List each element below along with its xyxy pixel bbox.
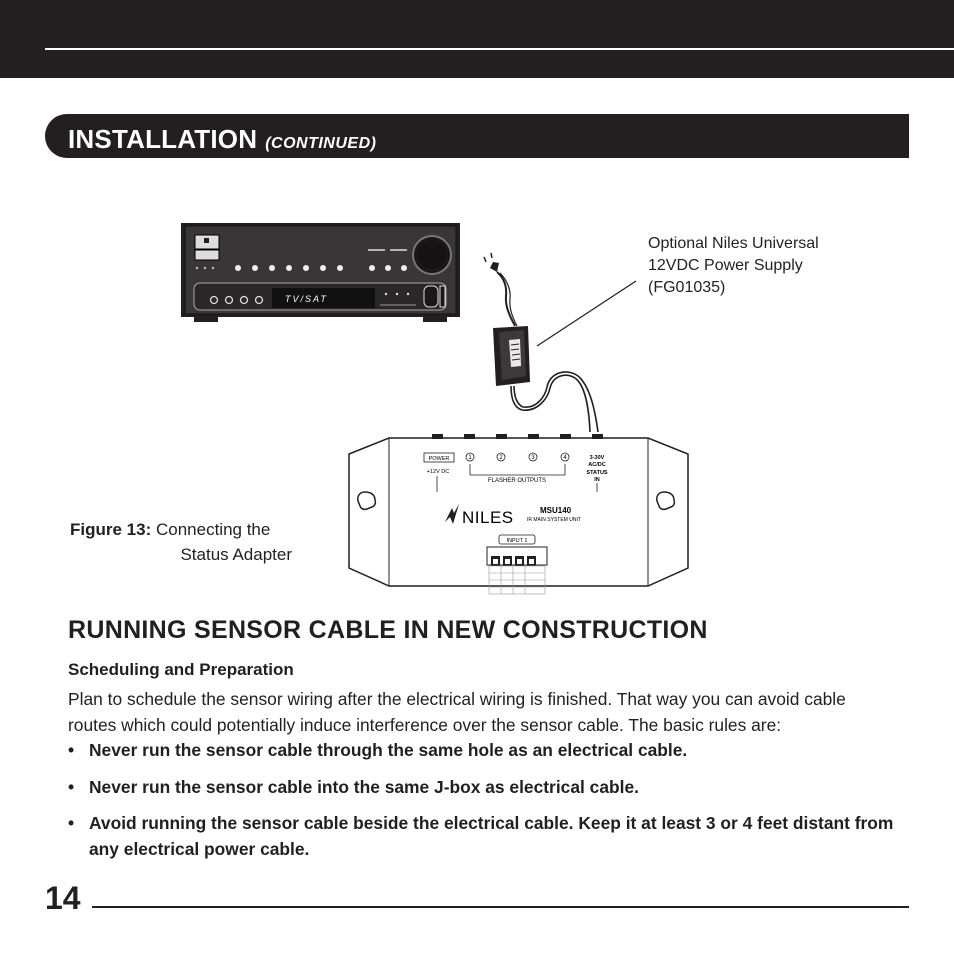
status-label-line1: 3-30V	[589, 455, 605, 461]
figure-caption-line1: Connecting the	[155, 520, 271, 539]
receiver-display-text: TV/SAT	[285, 294, 328, 304]
flasher-output-1: 1	[468, 455, 472, 461]
flasher-output-4: 4	[563, 455, 567, 461]
status-label-line4: IN	[594, 477, 600, 483]
page-number: 14	[45, 880, 81, 916]
figure-caption-label: Figure 13:	[70, 520, 152, 539]
rule-item-2: • Never run the sensor cable into the same J-box as electrical cable.	[68, 774, 909, 800]
figure-caption	[70, 517, 292, 567]
msu140-unit	[349, 434, 688, 594]
footer-rule	[92, 906, 909, 908]
power-supply	[484, 253, 598, 432]
rule-item-1: • Never run the sensor cable through the same hole as an electrical cable.	[68, 737, 909, 763]
flasher-output-3: 3	[531, 455, 535, 461]
msu-input-label: INPUT 1	[506, 538, 528, 544]
msu-power-voltage: +12V DC	[426, 469, 450, 475]
av-receiver	[181, 223, 460, 322]
power-supply-caption: Optional Niles Universal 12VDC Power Supply (FG01035)	[648, 235, 819, 296]
section-subtitle: (CONTINUED)	[265, 135, 377, 152]
section-title-text: INSTALLATION	[68, 124, 258, 154]
msu-model: MSU140	[540, 506, 572, 515]
msu-subtitle: IR MAIN SYSTEM UNIT	[527, 517, 581, 523]
msu-brand: NILES	[462, 508, 514, 527]
status-label-line2: AC/DC	[588, 462, 606, 468]
body-paragraph: Plan to schedule the sensor wiring after the electrical wiring is finished. That way you can avoid cable routes which could potentially induce interference over the sensor cable. The basic rules are:	[68, 689, 846, 735]
subheading: Scheduling and Preparation	[68, 660, 294, 679]
rule-item-3: • Avoid running the sensor cable beside the electrical cable. Keep it at least 3 or 4 feet distant from any electrical power cable.	[68, 810, 909, 862]
section-heading: RUNNING SENSOR CABLE IN NEW CONSTRUCTION	[68, 616, 708, 644]
status-label-line3: STATUS	[586, 470, 608, 476]
flasher-outputs-label: FLASHER OUTPUTS	[487, 478, 547, 484]
power-supply-leader-line	[537, 281, 636, 346]
msu-power-label: POWER	[428, 456, 450, 462]
figure-caption-line2: Status Adapter	[180, 545, 292, 564]
flasher-output-2: 2	[499, 455, 503, 461]
